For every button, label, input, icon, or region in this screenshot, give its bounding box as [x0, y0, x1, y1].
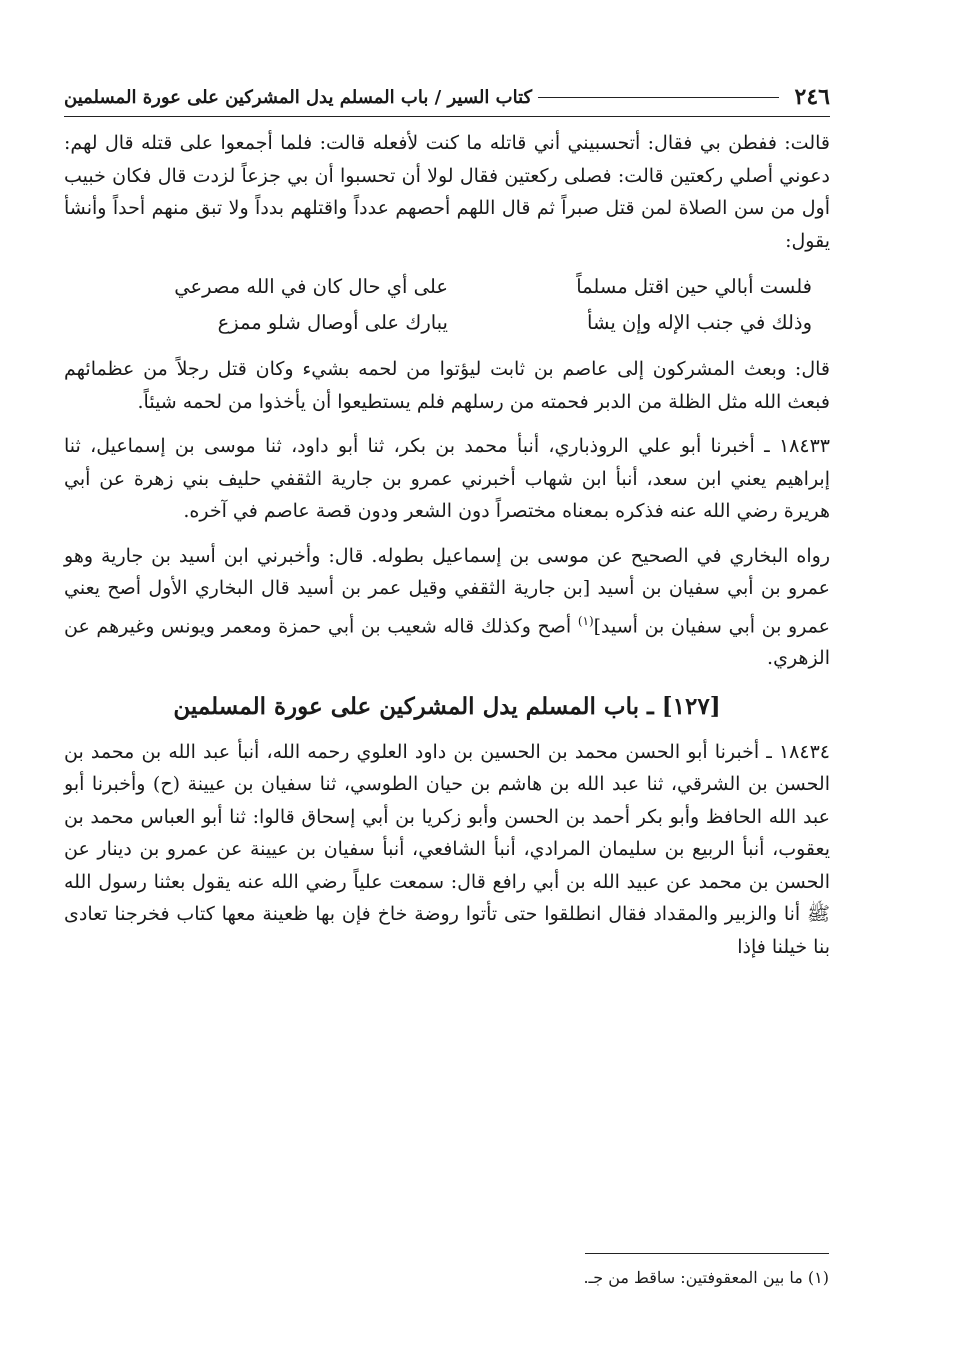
poem-line1-second-hemistich: على أي حال كان في الله مصرعي [174, 275, 448, 298]
paragraph-1: قالت: ففطن بي فقال: أتحسبيني أني قاتله ما كنت لأفعله قالت: فلما أجمعوا على قتله قال لهم: دعوني أصلي ركعتين قالت: فصلى ركعتين فقال لولا أن تحسبوا أن بي جزعاً لزدت قال فكان خبيب أول من سن الصلاة لمن قتل صبراً ثم قال اللهم أحصهم عدداً واقتلهم بدداً ولا تبق منهم أحداً وأنشأ يقول: [64, 132, 830, 252]
paragraph-4-text-a: رواه البخاري في الصحيح عن موسى بن إسماعيل بطوله. قال: وأخبرني ابن أسيد بن جارية وهو عمرو بن أبي سفيان بن أسيد [بن جارية الثقفي وقيل عمر بن أسيد قال البخاري الأول أصح يعني عمرو بن أبي سفيان بن أسيد] [64, 544, 830, 637]
page-body [64, 80, 830, 963]
footnote-rule [585, 1253, 829, 1254]
hadith-18434: ١٨٤٣٤ ـ أخبرنا أبو الحسن محمد بن الحسين بن داود العلوي رحمه الله، أنبأ عبد الله بن محمد بن الحسن بن الشرقي، ثنا عبد الله بن هاشم بن حيان الطوسي، ثنا سفيان بن عيينة (ح) وأخبرنا أبو عبد الله الحافظ وأبو بكر أحمد بن الحسن وأبو زكريا بن أبي إسحاق قالوا: ثنا أبو العباس محمد بن يعقوب، أنبأ الربيع بن سليمان المرادي، أنبأ الشافعي، أنبأ سفيان بن عيينة عن عمرو بن دينار عن الحسن بن محمد عن عبيد الله بن أبي رافع قال: سمعت علياً رضي الله عنه يقول بعثنا رسول الله ﷺ أنا والزبير والمقداد فقال انطلقوا حتى تأتوا روضة خاخ فإن بها ظعينة معها كتاب فخرجنا تعادى بنا خيلنا فإذا [64, 740, 830, 958]
footnote-reference: (١) [577, 613, 594, 628]
paragraph-4-text-b: أصح وكذلك قاله شعيب بن أبي حمزة ومعمر ويونس وغيرهم عن الزهري. [64, 614, 830, 670]
header-dash-line [538, 97, 778, 98]
hadith-18433: ١٨٤٣٣ ـ أخبرنا أبو علي الروذباري، أنبأ محمد بن بكر، ثنا أبو داود، ثنا موسى بن إسماعيل، ثنا إبراهيم يعني ابن سعد، أنبأ ابن شهاب أخبرني عمرو بن جارية الثقفي حليف بني زهرة عن أبي هريرة رضي الله عنه فذكره بمعناه مختصراً دون الشعر ودون قصة عاصم في آخره. [64, 435, 830, 522]
footnote-1: (١) ما بين المعقوفتين: ساقط من جـ. [583, 1268, 829, 1287]
paragraph-4 [64, 540, 830, 675]
running-title: كتاب السير / باب المسلم يدل المشركين على عورة المسلمين [64, 86, 533, 108]
header-rule [64, 116, 830, 117]
poem-line2-first-hemistich: وذلك في جنب الإله وإن يشأ [587, 311, 812, 334]
running-header [64, 80, 830, 114]
poem-line1-first-hemistich: فلست أبالي حين اقتل مسلماً [576, 275, 812, 298]
page-number: ٢٤٦ [794, 84, 830, 110]
paragraph-2: قال: وبعث المشركون إلى عاصم بن ثابت ليؤتوا من لحمه بشيء وكان قتل رجلاً من عظمائهم فبعث الله مثل الظلة من الدبر فحمته من رسلهم فلم يستطيعوا أن يأخذوا من لحمه شيئاً. [64, 358, 830, 413]
poem [124, 271, 812, 339]
section-heading: [١٢٧] ـ باب المسلم يدل المشركين على عورة المسلمين [173, 692, 721, 720]
poem-line2-second-hemistich: يبارك على أوصال شلو ممزع [217, 311, 448, 334]
